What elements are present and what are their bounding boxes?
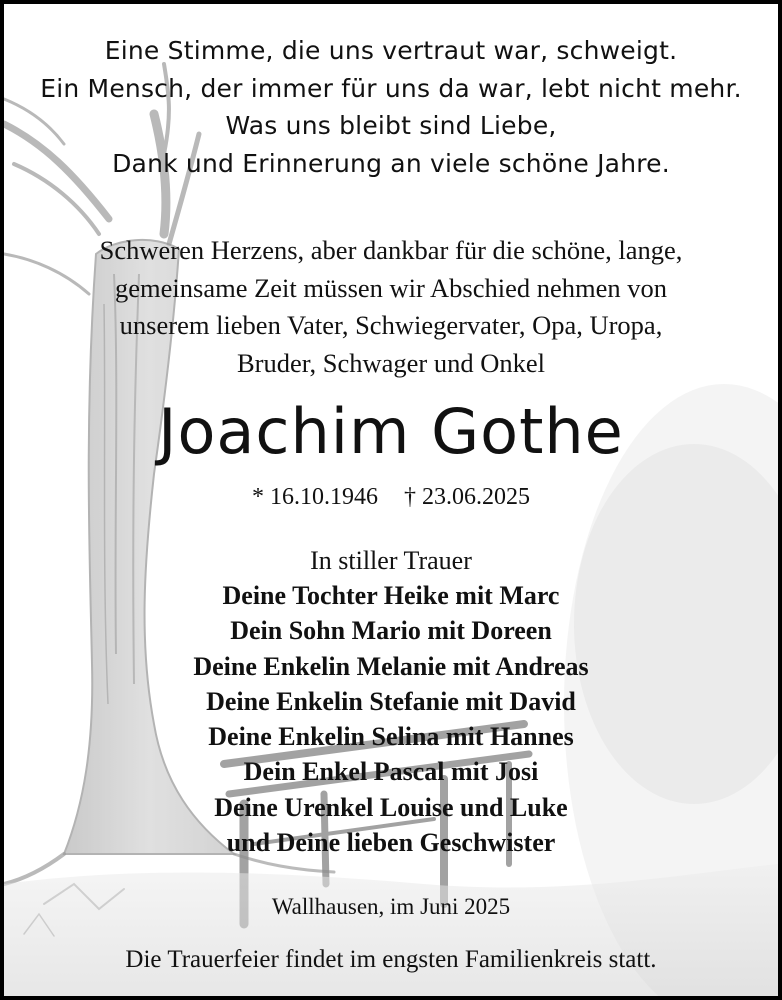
mourner-entry: Dein Sohn Mario mit Doreen — [230, 616, 552, 646]
poem-line: Dank und Erinnerung an viele schöne Jahre. — [112, 148, 670, 178]
announcement-line: unserem lieben Vater, Schwiegervater, Opa, Uropa, — [119, 310, 663, 341]
mourners-list — [4, 578, 778, 860]
announcement-line: Bruder, Schwager und Onkel — [236, 347, 546, 378]
mourning-heading: In stiller Trauer — [310, 546, 472, 575]
obituary-card — [4, 4, 778, 996]
announcement-text — [4, 232, 778, 382]
announcement-line: Schweren Herzens, aber dankbar für die schöne, lange, — [99, 235, 683, 265]
mourner-entry: Deine Enkelin Melanie mit Andreas — [193, 651, 589, 681]
mourner-entry: Dein Enkel Pascal mit Josi — [243, 757, 539, 787]
announcement-line: gemeinsame Zeit müssen wir Abschied nehmen von — [115, 272, 667, 303]
poem-line: Ein Mensch, der immer für uns da war, lebt nicht mehr. — [40, 73, 742, 103]
mourner-entry: Deine Tochter Heike mit Marc — [222, 581, 560, 610]
place-and-date: Wallhausen, im Juni 2025 — [271, 894, 511, 919]
life-dates — [4, 482, 778, 512]
mourner-entry: Deine Enkelin Selina mit Hannes — [208, 722, 574, 752]
obituary-text — [4, 4, 778, 996]
poem-line: Eine Stimme, die uns vertraut war, schweigt. — [104, 36, 678, 65]
mourner-entry: und Deine lieben Geschwister — [226, 828, 556, 858]
deceased-name: Joachim Gothe — [158, 395, 624, 468]
mourner-entry: Deine Urenkel Louise und Luke — [214, 792, 568, 822]
death-date: † 23.06.2025 — [404, 484, 530, 510]
funeral-note: Die Trauerfeier findet im engsten Familienkreis statt. — [125, 946, 657, 973]
poem — [4, 32, 778, 182]
poem-line: Was uns bleibt sind Liebe, — [225, 111, 557, 140]
mourner-entry: Deine Enkelin Stefanie mit David — [206, 686, 576, 716]
birth-date: * 16.10.1946 — [252, 484, 378, 510]
